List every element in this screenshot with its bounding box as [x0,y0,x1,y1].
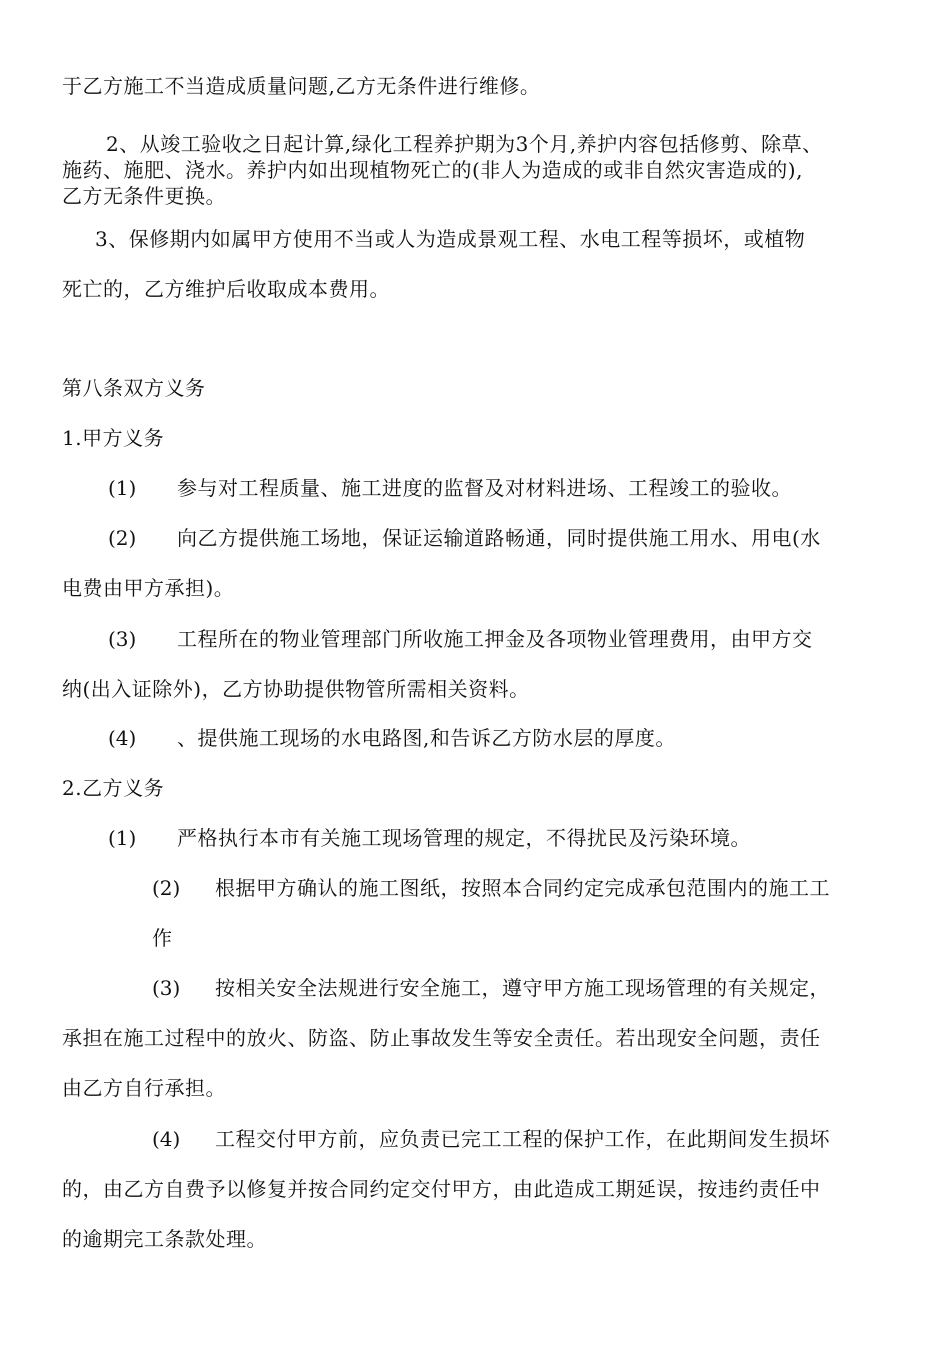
paragraph-2-line-3: 乙方无条件更换。 [62,184,226,208]
party-b-item-3-line-2: 承担在施工过程中的放火、防盗、防止事故发生等安全责任。若出现安全问题，责任 [62,1026,821,1050]
party-b-item-1-text: 严格执行本市有关施工现场管理的规定，不得扰民及污染环境。 [177,826,751,850]
party-b-item-2-number: (2) [152,876,181,900]
party-b-heading: 2.乙方义务 [62,776,165,800]
party-b-item-3-line-3: 由乙方自行承担。 [62,1076,226,1100]
party-b-item-3-line-1: 按相关安全法规进行安全施工，遵守甲方施工现场管理的有关规定， [215,976,830,1000]
party-b-item-4-number: (4) [152,1127,181,1151]
party-b-item-4-line-3: 的逾期完工条款处理。 [62,1227,267,1251]
party-a-item-3-line-2: 纳(出入证除外)，乙方协助提供物管所需相关资料。 [62,677,530,701]
paragraph-continuation: 于乙方施工不当造成质量问题,乙方无条件进行维修。 [62,74,541,98]
party-a-heading: 1.甲方义务 [62,426,165,450]
party-b-item-1-number: (1) [108,826,137,850]
paragraph-3-line-1: 3、保修期内如属甲方使用不当或人为造成景观工程、水电工程等损坏，或植物 [95,227,806,251]
party-a-item-2-number: (2) [108,526,137,550]
party-a-item-1-number: (1) [108,476,137,500]
party-b-item-2-line-2: 作 [152,926,173,950]
party-a-item-3-line-1: 工程所在的物业管理部门所收施工押金及各项物业管理费用，由甲方交 [177,627,813,651]
paragraph-3-line-2: 死亡的，乙方维护后收取成本费用。 [62,277,390,301]
party-a-item-2-line-1: 向乙方提供施工场地，保证运输道路畅通，同时提供施工用水、用电(水 [177,526,821,550]
party-a-item-1-text: 参与对工程质量、施工进度的监督及对材料进场、工程竣工的验收。 [177,476,792,500]
article-8-title: 第八条双方义务 [62,376,206,400]
party-a-item-3-number: (3) [108,627,137,651]
paragraph-2-line-1: 2、从竣工验收之日起计算,绿化工程养护期为3个月,养护内容包括修剪、除草、 [106,132,823,156]
party-a-item-2-line-2: 电费由甲方承担)。 [62,576,235,600]
party-b-item-4-line-1: 工程交付甲方前，应负责已完工工程的保护工作，在此期间发生损坏 [215,1127,830,1151]
party-b-item-2-line-1: 根据甲方确认的施工图纸，按照本合同约定完成承包范围内的施工工 [215,876,830,900]
party-b-item-4-line-2: 的，由乙方自费予以修复并按合同约定交付甲方，由此造成工期延误，按违约责任中 [62,1177,821,1201]
paragraph-2-line-2: 施药、施肥、浇水。养护内如出现植物死亡的(非人为造成的或非自然灾害造成的), [62,158,803,182]
party-b-item-3-number: (3) [152,976,181,1000]
party-a-item-4-number: (4) [108,726,137,750]
party-a-item-4-text: 、提供施工现场的水电路图,和告诉乙方防水层的厚度。 [177,726,676,750]
